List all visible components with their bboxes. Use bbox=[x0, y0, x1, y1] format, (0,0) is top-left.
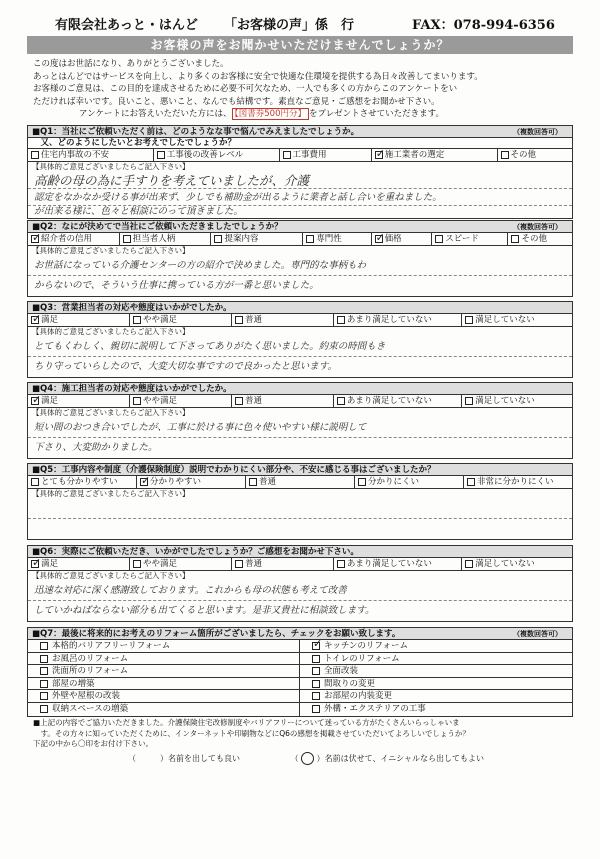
option-label: 普通 bbox=[244, 315, 262, 325]
option-label: 満足していない bbox=[475, 396, 535, 406]
q1-subquestion: 又、どのようにしたいとお考えでしたでしょうか？ bbox=[28, 138, 572, 149]
intro-text: アンケートにお答えいただいた方には、 bbox=[79, 109, 232, 119]
q7-option[interactable] bbox=[300, 640, 572, 653]
q4-option[interactable] bbox=[334, 395, 462, 407]
option-label: 提案内容 bbox=[224, 234, 259, 244]
checkbox[interactable] bbox=[312, 667, 320, 675]
checkbox[interactable] bbox=[40, 692, 48, 700]
checkbox[interactable] bbox=[235, 560, 243, 568]
q7-option[interactable] bbox=[300, 678, 572, 691]
option-label: 部屋の増築 bbox=[52, 678, 95, 689]
option-label: とても分かりやすい bbox=[41, 477, 118, 487]
checkbox[interactable] bbox=[465, 560, 473, 568]
checkbox[interactable] bbox=[467, 478, 475, 486]
q7-option[interactable] bbox=[300, 653, 572, 666]
option-label: あまり満足していない bbox=[346, 396, 432, 406]
checkbox[interactable] bbox=[312, 642, 320, 650]
voice-title: 「お客様の声」係 行 bbox=[224, 18, 355, 33]
intro-line: お客様のご意見は、この目的を達成させるために必要不可欠なため、一人でも多くの方からこのアンケートをい bbox=[33, 84, 458, 94]
q1-option[interactable] bbox=[372, 149, 498, 161]
answer-line: からないので、そういう仕事に携っている方が一番と思いました。 bbox=[34, 280, 319, 291]
answer-line: ちり守っていらしたので、大変大切な事ですので良かったと思います。 bbox=[34, 361, 338, 372]
option-label: 普通 bbox=[244, 559, 262, 569]
option-label: 担当者人柄 bbox=[132, 234, 176, 244]
footer-line: す。その方々に知っていただくために、インターネットや印刷物などにQ6の感想を掲載させていただいてよろしいでしょうか？ bbox=[33, 728, 470, 738]
q3-options bbox=[28, 314, 572, 327]
intro-line: ただければ幸いです。良いこと、悪いこと、なんでも結構です。素直なご意見・ご感想をお聞かせ下さい。 bbox=[33, 96, 440, 107]
q1-question-text: ■Q1：当社にご依頼いただく前は、どのようなな事で悩んでみえましたでしょうか。 bbox=[32, 127, 360, 137]
checkbox[interactable] bbox=[40, 667, 48, 675]
q2-option[interactable] bbox=[28, 233, 120, 245]
q1-options bbox=[28, 149, 572, 162]
q2-option[interactable] bbox=[120, 233, 212, 245]
checkbox[interactable] bbox=[40, 642, 48, 650]
publication-options bbox=[128, 752, 532, 765]
q7-option[interactable] bbox=[28, 690, 300, 703]
option-label: お風呂のリフォーム bbox=[52, 653, 129, 664]
checkbox[interactable] bbox=[31, 397, 39, 405]
checkbox[interactable] bbox=[31, 151, 39, 159]
checkbox[interactable] bbox=[40, 655, 48, 663]
option-label: 工事後の改善レベル bbox=[166, 150, 244, 160]
q1-option[interactable] bbox=[280, 149, 372, 161]
checkbox[interactable] bbox=[249, 478, 257, 486]
checkbox[interactable] bbox=[214, 235, 222, 243]
q6-options bbox=[28, 558, 572, 571]
option-label: 紹介者の信用 bbox=[41, 234, 93, 244]
checkbox[interactable] bbox=[501, 151, 509, 159]
q2-option[interactable] bbox=[508, 233, 572, 245]
option-label: 満足していない bbox=[475, 315, 535, 325]
q6-answer[interactable] bbox=[28, 581, 572, 621]
q6-option[interactable] bbox=[232, 558, 334, 570]
q5-option[interactable] bbox=[355, 476, 464, 488]
q3-option[interactable] bbox=[334, 314, 462, 326]
option-label: 本格的バリアフリーリフォーム bbox=[52, 641, 171, 651]
intro-line: この度はお世話になり、ありがとうございました。 bbox=[33, 59, 229, 69]
answer-line: 認定をなかなか受ける事が出来ず、少しでも補助金が出るように業者と話し合いを重ねました。 bbox=[28, 189, 572, 206]
q2-option[interactable] bbox=[211, 233, 303, 245]
q3-answer[interactable] bbox=[28, 337, 572, 377]
q4-question: ■Q4：施工担当者の対応や態度はいかがでしたか。 bbox=[28, 383, 572, 395]
q1-option[interactable] bbox=[28, 149, 154, 161]
q2-section bbox=[27, 220, 573, 297]
q4-option[interactable] bbox=[28, 395, 130, 407]
answer-line: とてもくわしく、親切に説明して下さってありがたく思いました。約束の時間もき bbox=[28, 337, 572, 357]
q3-section bbox=[27, 301, 573, 378]
q1-option[interactable] bbox=[154, 149, 280, 161]
checkbox[interactable] bbox=[312, 692, 320, 700]
checkbox[interactable] bbox=[140, 478, 148, 486]
checkbox[interactable] bbox=[435, 235, 443, 243]
name-ok-option[interactable] bbox=[128, 753, 240, 764]
intro-line bbox=[33, 108, 573, 121]
q5-question: ■Q5：工事内容や制度（介護保険制度）説明でわかりにくい部分や、不安に感じる事はございましたか？ bbox=[28, 464, 572, 476]
option-label: 収納スペースの増築 bbox=[52, 703, 129, 714]
q3-question: ■Q3：営業担当者の対応や態度はいかがでしたか。 bbox=[28, 302, 572, 314]
answer-line bbox=[28, 519, 572, 539]
detail-label: 【具体的ご意見ございましたらご記入下さい】 bbox=[32, 327, 190, 336]
option-label: あまり満足していない bbox=[346, 559, 432, 569]
q1-question bbox=[28, 126, 572, 138]
q5-options bbox=[28, 476, 572, 489]
checkbox[interactable] bbox=[31, 560, 39, 568]
checkbox[interactable] bbox=[235, 316, 243, 324]
detail-label: 【具体的ご意見ございましたらご記入下さい】 bbox=[32, 246, 190, 255]
detail-label: 【具体的ご意見ございましたらご記入下さい】 bbox=[32, 489, 190, 498]
option-label: 名前を出しても良い bbox=[168, 754, 240, 763]
answer-line: 下さり、大変助かりました。 bbox=[34, 442, 158, 453]
answer-line: が出来る様に、色々と相談にのって頂きました。 bbox=[34, 206, 243, 217]
checkbox[interactable] bbox=[337, 316, 345, 324]
checkbox[interactable] bbox=[306, 235, 314, 243]
q5-option[interactable] bbox=[137, 476, 246, 488]
q4-option[interactable] bbox=[130, 395, 232, 407]
option-label: やや満足 bbox=[142, 559, 177, 569]
q7-option[interactable] bbox=[300, 690, 572, 703]
intro bbox=[33, 58, 573, 121]
answer-line: 高齢の母の為に手すりを考えていましたが、介護 bbox=[28, 172, 572, 189]
q5-answer[interactable] bbox=[28, 499, 572, 539]
q4-option[interactable] bbox=[462, 395, 572, 407]
checkbox[interactable] bbox=[312, 655, 320, 663]
detail-label: 【具体的ご意見ございましたらご記入下さい】 bbox=[32, 162, 190, 171]
q5-option[interactable] bbox=[246, 476, 355, 488]
option-label: やや満足 bbox=[142, 396, 177, 406]
answer-line: お世話になっている介護センターの方の紹介で決めました。専門的な事柄もわ bbox=[28, 256, 572, 276]
multi-note: （複数回答可） bbox=[513, 223, 562, 231]
q2-option[interactable] bbox=[432, 233, 508, 245]
checkbox[interactable] bbox=[375, 151, 383, 159]
q3-option[interactable] bbox=[28, 314, 130, 326]
option-label: あまり満足していない bbox=[346, 315, 432, 325]
q7-question-text: ■Q7：最後に将来的にお考えのリフォーム箇所がございましたら、チェックをお願い致します。 bbox=[32, 629, 401, 639]
option-label: 洗面所のリフォーム bbox=[52, 666, 129, 677]
checkbox[interactable] bbox=[312, 705, 320, 713]
footer-line: ■上記の内容でご協力いただきました。介護保険住宅改修制度やバリアフリーについて迷っている方がたくさんいらっしゃいま bbox=[33, 718, 460, 727]
option-label: 施工業者の選定 bbox=[384, 150, 445, 160]
q3-option[interactable] bbox=[232, 314, 334, 326]
option-label: 分かりにくい bbox=[368, 477, 420, 487]
q7-option[interactable] bbox=[300, 703, 572, 716]
checkbox[interactable] bbox=[312, 680, 320, 688]
multi-note: （複数回答可） bbox=[513, 630, 562, 638]
checkbox[interactable] bbox=[465, 316, 473, 324]
fax-number: FAX：078-994-6356 bbox=[412, 18, 555, 33]
checkbox[interactable] bbox=[40, 705, 48, 713]
option-label: キッチンのリフォーム bbox=[324, 641, 408, 651]
q6-option[interactable] bbox=[334, 558, 462, 570]
q6-question: ■Q6：実際にご依頼いただき、いかがでしたでしょうか？ご感想をお聞かせ下さい。 bbox=[28, 546, 572, 558]
q7-section bbox=[27, 627, 573, 717]
option-label: 満足していない bbox=[475, 559, 535, 569]
q5-option[interactable] bbox=[28, 476, 137, 488]
option-label: 全面改装 bbox=[324, 666, 359, 677]
q6-option[interactable] bbox=[462, 558, 572, 570]
company-name: 有限会社あっと・はんど bbox=[55, 18, 198, 33]
checkbox[interactable] bbox=[31, 235, 39, 243]
checkbox[interactable] bbox=[133, 560, 141, 568]
option-label: 住宅内事故の不安 bbox=[41, 150, 110, 160]
option-label: 満足 bbox=[41, 315, 59, 325]
checkbox[interactable] bbox=[40, 680, 48, 688]
q7-option[interactable] bbox=[28, 640, 300, 653]
q4-options bbox=[28, 395, 572, 408]
coupon-badge: 【図書券500円分】 bbox=[232, 108, 309, 120]
checkbox[interactable] bbox=[337, 397, 345, 405]
option-label: トイレのリフォーム bbox=[324, 653, 400, 664]
footer-line: 下記の中から〇印をお付け下さい。 bbox=[33, 739, 153, 748]
q7-options bbox=[28, 640, 572, 716]
option-label: その他 bbox=[521, 234, 547, 244]
multi-note: （複数回答可） bbox=[513, 128, 562, 136]
checkbox[interactable] bbox=[133, 316, 141, 324]
q4-answer[interactable] bbox=[28, 418, 572, 458]
intro-text: をプレゼントさせていただきます。 bbox=[308, 109, 444, 119]
checkbox[interactable] bbox=[31, 478, 39, 486]
option-label: 分かりやすい bbox=[150, 477, 202, 487]
checkbox[interactable] bbox=[157, 151, 165, 159]
q4-section bbox=[27, 382, 573, 459]
checkbox[interactable] bbox=[283, 151, 291, 159]
option-label: 外構・エクステリアの工事 bbox=[324, 703, 426, 714]
checkbox[interactable] bbox=[358, 478, 366, 486]
option-label: 外壁や屋根の改装 bbox=[52, 691, 121, 702]
answer-line: していかねばならない部分も出てくると思います。是非又貴社に相談致します。 bbox=[34, 605, 375, 616]
option-label: 普通 bbox=[259, 477, 277, 487]
q5-section bbox=[27, 463, 573, 540]
q1-option[interactable] bbox=[498, 149, 572, 161]
answer-line bbox=[28, 499, 572, 519]
initials-option[interactable]: （ ）名前は伏せて、イニシャルなら出してもよい bbox=[290, 754, 484, 763]
q7-option[interactable] bbox=[300, 665, 572, 678]
q2-option[interactable] bbox=[372, 233, 433, 245]
q2-options bbox=[28, 233, 572, 246]
checkbox[interactable] bbox=[235, 397, 243, 405]
option-label: 名前は伏せて、イニシャルなら出してもよい bbox=[324, 754, 484, 763]
q7-option[interactable] bbox=[28, 653, 300, 666]
answer-line: 迅速な対応に深く感謝致しております。これからも母の状態も考えて改善 bbox=[28, 581, 572, 601]
q7-option[interactable] bbox=[28, 678, 300, 691]
checkbox[interactable] bbox=[133, 397, 141, 405]
q6-section bbox=[27, 545, 573, 622]
q2-question bbox=[28, 221, 572, 233]
q7-option[interactable] bbox=[28, 665, 300, 678]
header bbox=[55, 14, 565, 34]
q7-question bbox=[28, 628, 572, 640]
footer-note bbox=[33, 718, 573, 750]
checkbox[interactable] bbox=[465, 397, 473, 405]
detail-label: 【具体的ご意見ございましたらご記入下さい】 bbox=[32, 571, 190, 580]
intro-line: あっとはんどではサービスを向上し、より多くのお客様に安全で快適な住環境を提供する為日々改善してまいります。 bbox=[33, 71, 483, 82]
q1-answer[interactable] bbox=[28, 172, 572, 218]
option-label: スピード bbox=[445, 234, 479, 244]
q4-option[interactable] bbox=[232, 395, 334, 407]
option-label: 満足 bbox=[41, 559, 59, 569]
option-label: その他 bbox=[510, 150, 537, 160]
checkbox[interactable] bbox=[337, 560, 345, 568]
q2-option[interactable] bbox=[303, 233, 371, 245]
banner: お客様の声をお聞かせいただけませんでしょうか？ bbox=[27, 36, 573, 54]
option-label: 工事費用 bbox=[292, 150, 327, 160]
option-label: お部屋の内装変更 bbox=[324, 691, 393, 702]
option-label: やや満足 bbox=[142, 315, 177, 325]
q2-question-text: ■Q2：なにが決めてで当社にご依頼いただきましたでしょうか？ bbox=[32, 222, 283, 232]
q1-section bbox=[27, 125, 573, 219]
detail-label: 【具体的ご意見ございましたらご記入下さい】 bbox=[32, 408, 190, 417]
option-label: 満足 bbox=[41, 396, 59, 406]
q6-option[interactable] bbox=[130, 558, 232, 570]
option-label: 普通 bbox=[244, 396, 262, 406]
q2-answer[interactable] bbox=[28, 256, 572, 296]
circle-mark-icon bbox=[301, 752, 314, 765]
q3-option[interactable] bbox=[130, 314, 232, 326]
option-label: 専門性 bbox=[316, 234, 342, 244]
checkbox[interactable] bbox=[123, 235, 131, 243]
q5-option[interactable] bbox=[464, 476, 572, 488]
answer-line: 短い間のおつき合いでしたが、工事に於ける事に色々使いやすい様に説明して bbox=[28, 418, 572, 438]
option-label: 間取りの変更 bbox=[324, 678, 376, 689]
paren-blank: （ ） bbox=[128, 754, 168, 763]
q7-option[interactable] bbox=[28, 703, 300, 716]
option-label: 非常に分かりにくい bbox=[477, 477, 554, 487]
checkbox[interactable] bbox=[31, 316, 39, 324]
q6-option[interactable] bbox=[28, 558, 130, 570]
checkbox[interactable] bbox=[375, 235, 383, 243]
q3-option[interactable] bbox=[462, 314, 572, 326]
option-label: 価格 bbox=[384, 234, 402, 244]
checkbox[interactable] bbox=[511, 235, 519, 243]
